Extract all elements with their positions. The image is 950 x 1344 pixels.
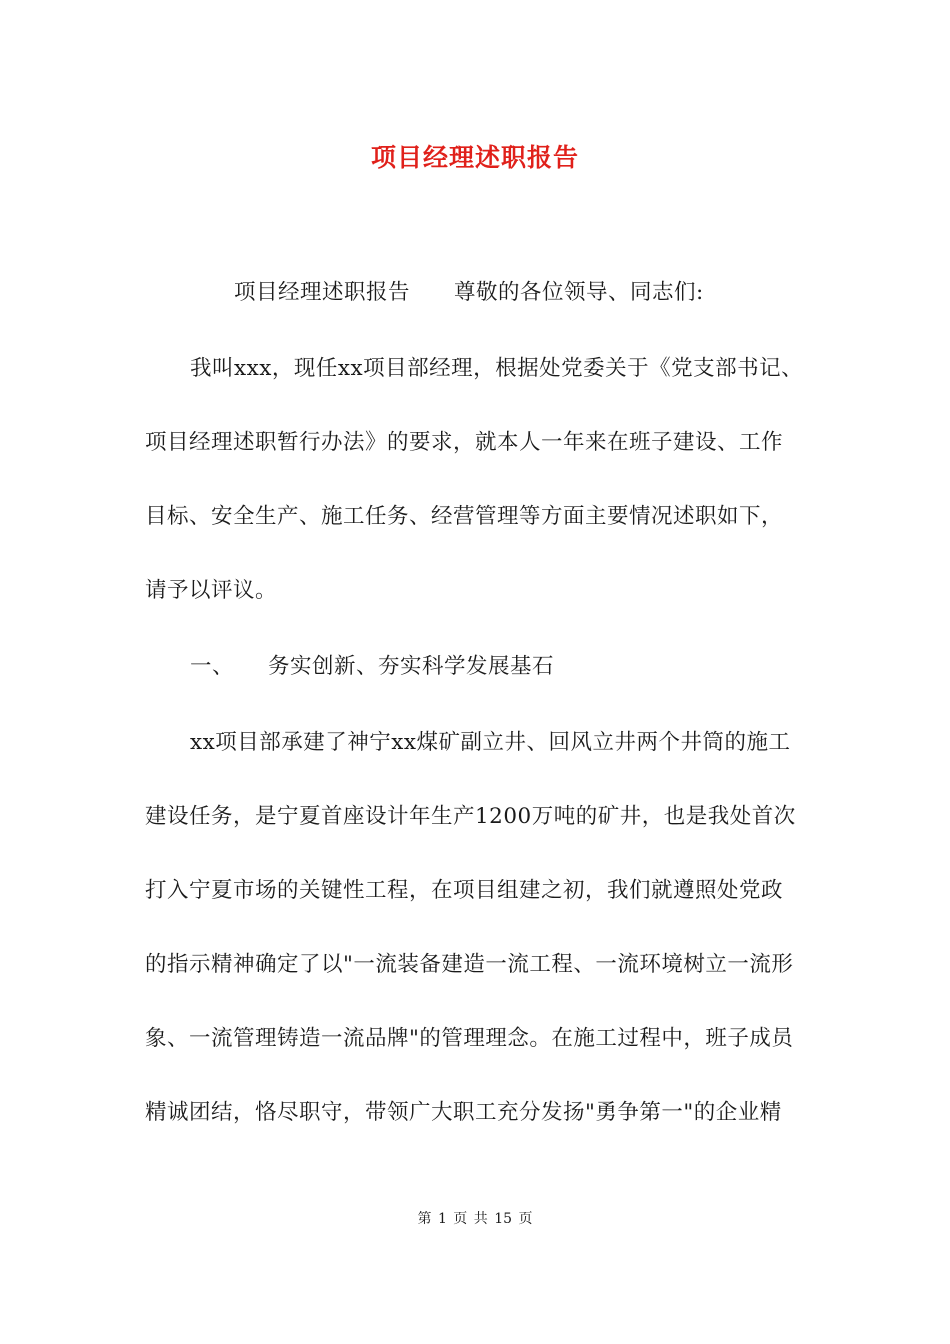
paragraph-line: 项目经理述职暂行办法》的要求，就本人一年来在班子建设、工作 — [145, 430, 784, 455]
page-footer: 第 1 页 共 15 页 — [417, 1211, 533, 1227]
paragraph-line: 建设任务，是宁夏首座设计年生产1200万吨的矿井，也是我处首次 — [145, 804, 796, 829]
paragraph-line: xx项目部承建了神宁xx煤矿副立井、回风立井两个井筒的施工 — [190, 730, 791, 755]
paragraph-line: 目标、安全生产、施工任务、经营管理等方面主要情况述职如下， — [145, 504, 784, 529]
intro-line — [234, 278, 914, 308]
paragraph-line: 的指示精神确定了以"一流装备建造一流工程、一流环境树立一流形 — [145, 952, 794, 977]
document-title: 项目经理述职报告 — [370, 143, 579, 172]
section-title: 务实创新、夯实科学发展基石 — [268, 654, 555, 679]
paragraph-line: 打入宁夏市场的关键性工程，在项目组建之初，我们就遵照处党政 — [145, 878, 784, 903]
salutation: 尊敬的各位领导、同志们: — [454, 280, 704, 305]
paragraph-line: 精诚团结，恪尽职守，带领广大职工充分发扬"勇争第一"的企业精 — [145, 1100, 782, 1125]
section-heading — [190, 652, 870, 682]
paragraph-line: 请予以评议。 — [145, 578, 278, 603]
header-label: 项目经理述职报告 — [234, 280, 411, 305]
paragraph-line: 象、一流管理铸造一流品牌"的管理理念。在施工过程中，班子成员 — [145, 1026, 794, 1051]
section-number: 一、 — [190, 654, 235, 679]
paragraph-line: 我叫xxx，现任xx项目部经理，根据处党委关于《党支部书记、 — [190, 356, 804, 381]
